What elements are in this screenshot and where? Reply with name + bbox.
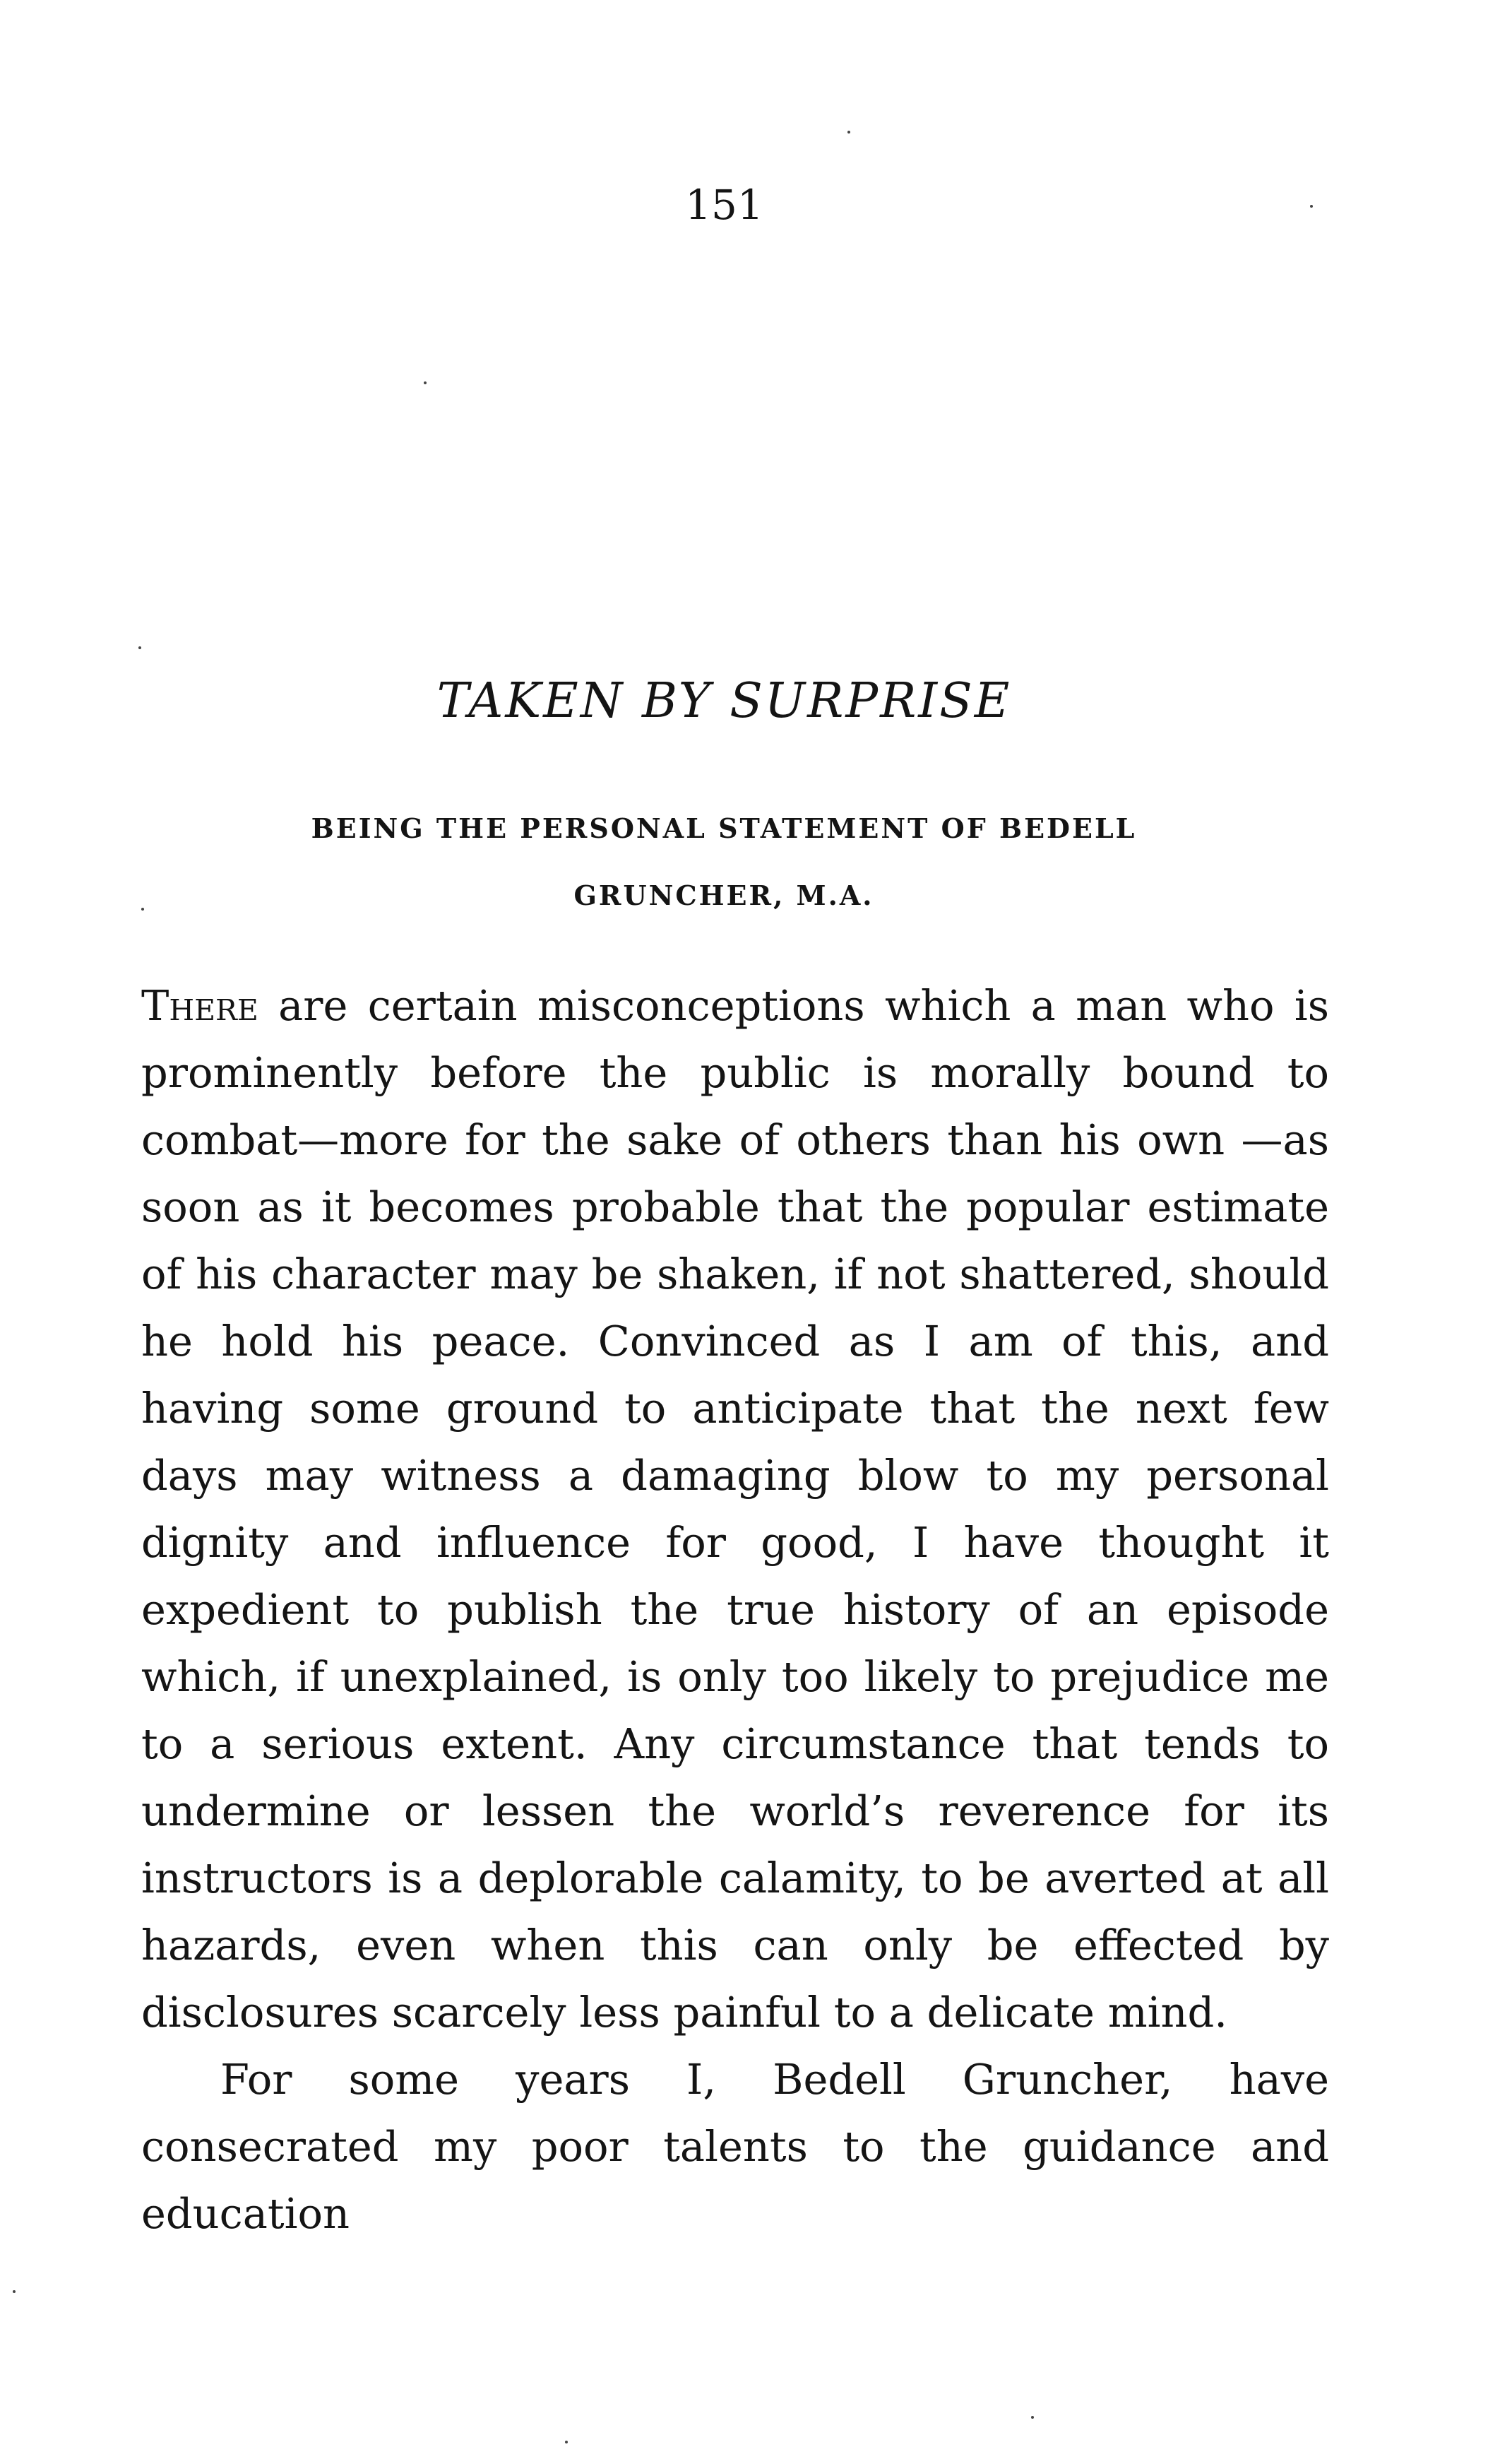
chapter-subtitle: BEING THE PERSONAL STATEMENT OF BEDELL GRUNCHER, M.A. — [311, 812, 1137, 911]
paragraph-lead-word: There — [141, 981, 258, 1030]
scan-speck — [565, 2441, 568, 2443]
scan-speck — [1310, 205, 1313, 208]
scan-speck — [847, 131, 850, 134]
paragraph — [141, 972, 1329, 2046]
scan-speck — [1031, 2416, 1034, 2419]
scan-speck — [141, 908, 144, 911]
scan-speck — [13, 2290, 16, 2293]
chapter-title: TAKEN BY SURPRISE — [436, 673, 1012, 729]
paragraph: For some years I, Bedell Gruncher, have consecrated my poor talents to the guidance and education — [141, 2055, 1329, 2238]
scan-speck — [138, 646, 141, 649]
page-number: 151 — [685, 181, 763, 229]
body-text — [141, 972, 1329, 2247]
paragraph-text: are certain misconceptions which a man who is prominently before the public is morally bound to combat—more for the sake of others than his own —as soon as it becomes probable that the popular estimate of his character may be shaken, if not shattered, should he hold his peace. Convinced as I am of this, and having some ground to anticipate that the next few days may witness a damaging blow to my personal dignity and influence for good, I have thought it expedient to publish the true history of an episode which, if unexplained, is only too likely to prejudice me to a serious extent. Any circumstance that tends to undermine or lessen the world’s reverence for its instructors is a deplorable calamity, to be averted at all hazards, even when this can only be effected by disclosures scarcely less painful to a delicate mind. — [141, 981, 1329, 2037]
scan-speck — [424, 381, 427, 384]
